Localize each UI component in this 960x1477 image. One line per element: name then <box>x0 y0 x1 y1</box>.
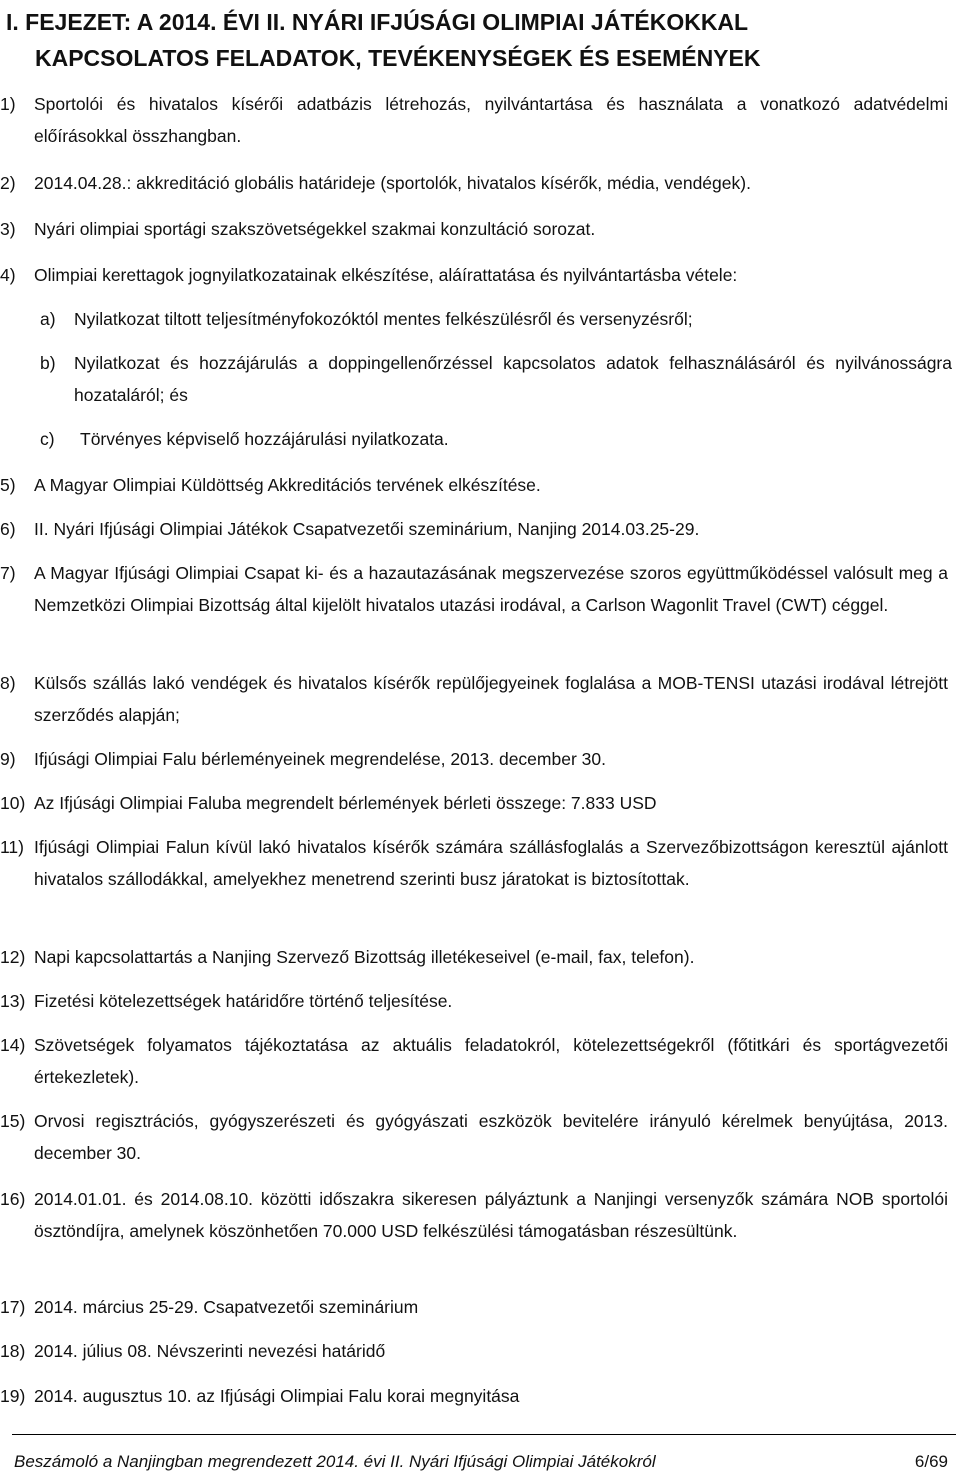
sub-item-text: Nyilatkozat tiltott teljesítményfokozóktól mentes felkészülésről és versenyzésről; <box>74 309 693 329</box>
list-item-1 <box>0 88 948 152</box>
item-text: 2014. március 25-29. Csapatvezetői szeminárium <box>34 1297 419 1317</box>
list-item-7 <box>0 557 948 621</box>
item-text: Az Ifjúsági Olimpiai Faluba megrendelt bérlemények bérleti összege: 7.833 USD <box>34 793 657 813</box>
sub-item-letter: b) <box>40 353 56 373</box>
sub-item-c <box>40 423 952 455</box>
list-item-6 <box>0 513 948 545</box>
item-number: 2) <box>0 173 16 193</box>
list-item-14 <box>0 1029 948 1093</box>
list-item-3 <box>0 213 948 245</box>
list-item-13 <box>0 985 948 1017</box>
list-item-16 <box>0 1183 948 1247</box>
item-number: 6) <box>0 519 16 539</box>
item-number: 16) <box>0 1189 26 1209</box>
sub-item-a <box>40 303 952 335</box>
item-text: Fizetési kötelezettségek határidőre történő teljesítése. <box>34 991 453 1011</box>
item-number: 13) <box>0 991 26 1011</box>
item-text: Nyári olimpiai sportági szakszövetségekkel szakmai konzultáció sorozat. <box>34 219 596 239</box>
footer-document-title: Beszámoló a Nanjingban megrendezett 2014. évi II. Nyári Ifjúsági Olimpiai Játékokról <box>14 1452 656 1471</box>
list-item-5 <box>0 469 948 501</box>
footer-divider <box>12 1434 956 1435</box>
item-number: 19) <box>0 1386 26 1406</box>
item-number: 9) <box>0 749 16 769</box>
item-text: Napi kapcsolattartás a Nanjing Szervező Bizottság illetékeseivel (e-mail, fax, telefon). <box>34 947 695 967</box>
item-text: 2014. augusztus 10. az Ifjúsági Olimpiai Falu korai megnyitása <box>34 1386 520 1406</box>
item-number: 17) <box>0 1297 26 1317</box>
list-item-15 <box>0 1105 948 1169</box>
item-number: 7) <box>0 563 16 583</box>
item-number: 1) <box>0 94 16 114</box>
item-text: II. Nyári Ifjúsági Olimpiai Játékok Csapatvezetői szeminárium, Nanjing 2014.03.25-29. <box>34 519 700 539</box>
sub-item-text: Törvényes képviselő hozzájárulási nyilatkozata. <box>80 429 449 449</box>
item-number: 18) <box>0 1341 26 1361</box>
chapter-heading <box>6 4 946 76</box>
sub-item-b <box>40 347 952 411</box>
list-item-18 <box>0 1335 948 1367</box>
item-text: A Magyar Ifjúsági Olimpiai Csapat ki- és a hazautazásának megszervezése szoros együttműködéssel valósult meg a Nemzetközi Olimpiai Bizottság által kijelölt hivatalos utazási irodával, a Carlson Wagonlit Travel (CWT) céggel. <box>34 563 948 615</box>
sub-item-text: Nyilatkozat és hozzájárulás a doppingellenőrzéssel kapcsolatos adatok felhasználásáról és nyilvánosságra hozataláról; és <box>74 353 952 405</box>
list-item-9 <box>0 743 948 775</box>
item-number: 8) <box>0 673 16 693</box>
item-number: 15) <box>0 1111 26 1131</box>
list-item-8 <box>0 667 948 731</box>
item-text: 2014. július 08. Névszerinti nevezési határidő <box>34 1341 386 1361</box>
item-text: Szövetségek folyamatos tájékoztatása az aktuális feladatokról, kötelezettségekről (főtitkári és sportágvezetői értekezletek). <box>34 1035 948 1087</box>
item-text: Külsős szállás lakó vendégek és hivatalos kísérők repülőjegyeinek foglalása a MOB-TENSI utazási irodával létrejött szerződés alapján; <box>34 673 948 725</box>
sub-item-letter: a) <box>40 309 56 329</box>
item-number: 4) <box>0 265 16 285</box>
item-number: 12) <box>0 947 26 967</box>
item-text: 2014.04.28.: akkreditáció globális határideje (sportolók, hivatalos kísérők, média, vendégek). <box>34 173 751 193</box>
list-item-4 <box>0 259 948 291</box>
item-text: Sportolói és hivatalos kísérői adatbázis létrehozás, nyilvántartása és használata a vonatkozó adatvédelmi előírásokkal összhangban. <box>34 94 948 146</box>
item-number: 3) <box>0 219 16 239</box>
item-text: Orvosi regisztrációs, gyógyszerészeti és gyógyászati eszközök bevitelére irányuló kérelmek benyújtása, 2013. december 30. <box>34 1111 948 1163</box>
item-number: 11) <box>0 837 24 857</box>
chapter-heading-line-1: I. FEJEZET: A 2014. ÉVI II. NYÁRI IFJÚSÁGI OLIMPIAI JÁTÉKOKKAL <box>6 9 749 35</box>
list-item-11 <box>0 831 948 895</box>
item-number: 10) <box>0 793 26 813</box>
list-item-12 <box>0 941 948 973</box>
list-item-2 <box>0 167 948 199</box>
chapter-heading-line-2: KAPCSOLATOS FELADATOK, TEVÉKENYSÉGEK ÉS ESEMÉNYEK <box>35 45 761 71</box>
item-number: 5) <box>0 475 16 495</box>
list-item-17 <box>0 1291 948 1323</box>
item-text: Ifjúsági Olimpiai Falu bérleményeinek megrendelése, 2013. december 30. <box>34 749 606 769</box>
item-text: Ifjúsági Olimpiai Falun kívül lakó hivatalos kísérők számára szállásfoglalás a Szervezőbizottságon keresztül ajánlott hivatalos szállodákkal, amelyekhez menetrend szerinti busz járatokat is biztosítottak. <box>34 837 948 889</box>
list-item-19 <box>0 1380 948 1412</box>
item-number: 14) <box>0 1035 26 1055</box>
footer-page-number: 6/69 <box>914 1452 948 1471</box>
sub-item-letter: c) <box>40 429 55 449</box>
item-text: Olimpiai kerettagok jognyilatkozatainak elkészítése, aláírattatása és nyilvántartásba vétele: <box>34 265 738 285</box>
item-text: A Magyar Olimpiai Küldöttség Akkreditációs tervének elkészítése. <box>34 475 541 495</box>
item-text: 2014.01.01. és 2014.08.10. közötti időszakra sikeresen pályáztunk a Nanjingi versenyzők számára NOB sportolói ösztöndíjra, amelynek köszönhetően 70.000 USD felkészülési támogatásban részesültünk. <box>34 1189 948 1241</box>
list-item-10 <box>0 787 948 819</box>
